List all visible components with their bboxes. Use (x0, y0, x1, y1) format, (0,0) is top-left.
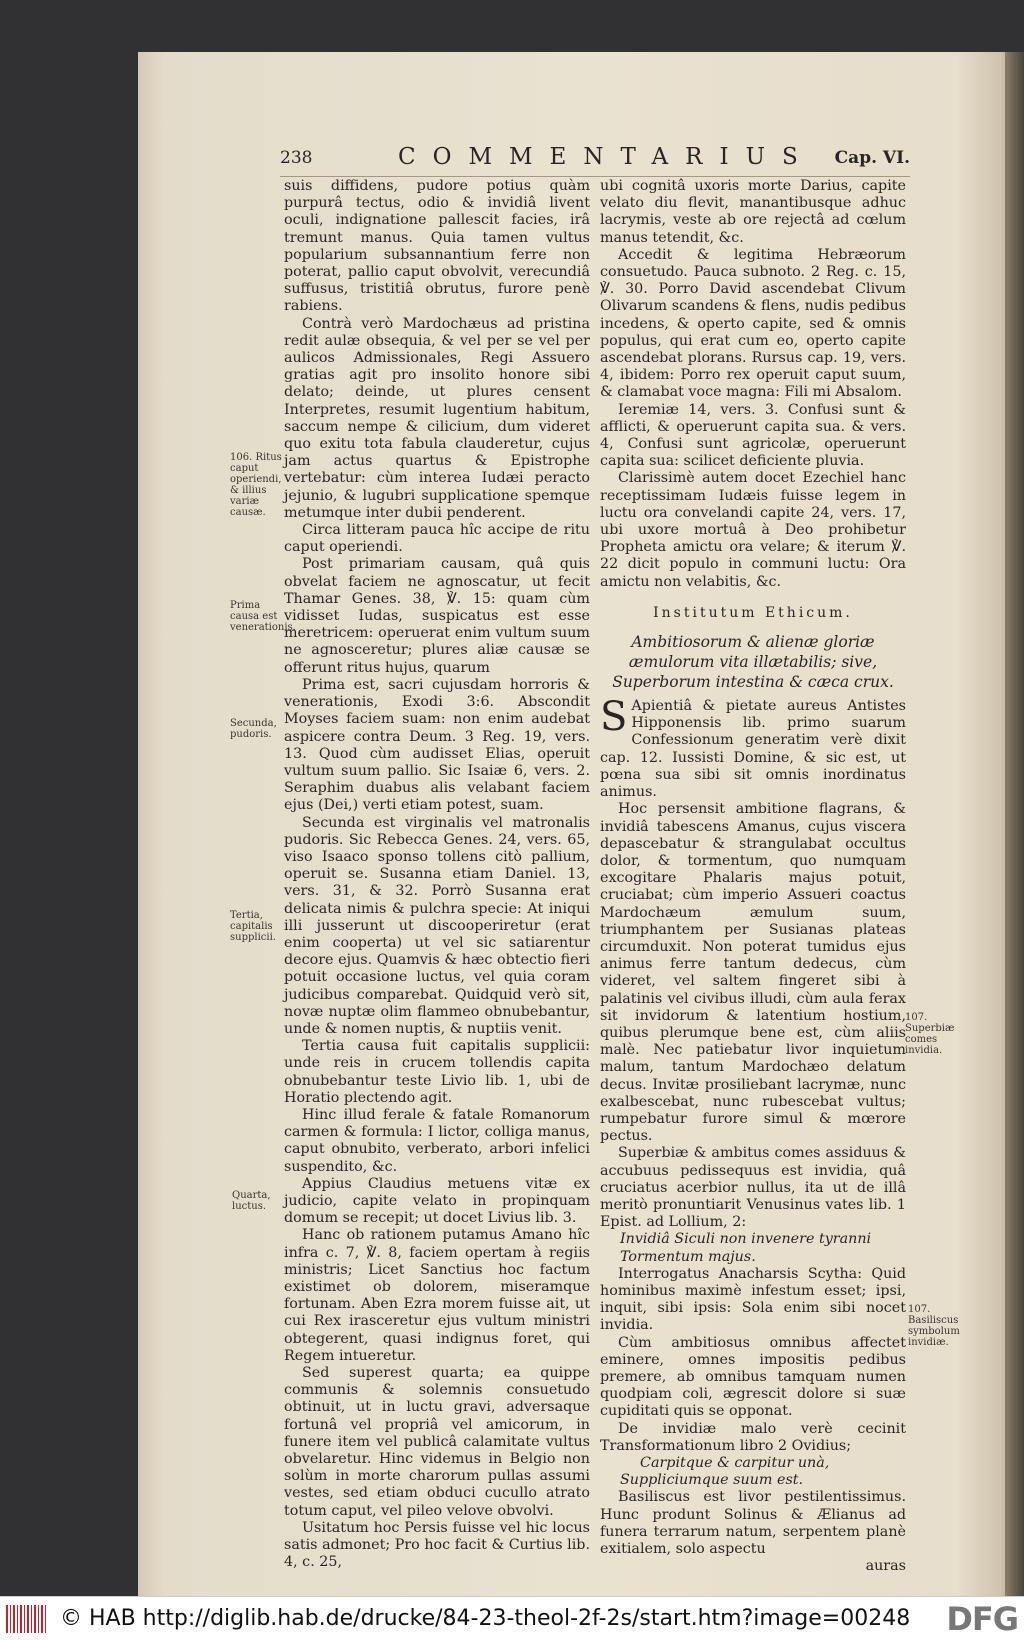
paragraph: ubi cognitâ uxoris morte Darius, capite velato diu flevit, manantibusque adhuc lacrymis, veste ab ore rejectâ ad cœlum manus tetendit, &c. (600, 178, 906, 246)
paragraph: Superbiæ & ambitus comes assiduus & accubuus pedissequus est invidia, quâ cruciatus acerbior nullus, ita ut de illâ meritò pronuntiarit Venusinus vates lib. 1 Epist. ad Lollium, 2: (600, 1145, 906, 1231)
paragraph: Hoc persensit ambitione flagrans, & invidiâ tabescens Amanus, cujus viscera depascebatur & strangulabat occultus dolor, & tormentum, quo numquam excogitare Phalaris majus potuit, cruciabat; cùm imperio Assueri coactus Mardochæum æmulum suum, triumphantem per Susianas plateas circumduxit. Non poterat tumidus ejus animus ferre tantum dedecus, cùm videret, vel saltem fingeret sibi à palatinis vel civibus illudi, cùm aula ferax sit invidorum & latentium hostium, quibus plerumque bene est, cùm aliis malè. Nec patiebatur livor inquietum malum, tantum Mardochæo delatum decus. Invitæ prosiliebant lacrymæ, nunc exalbescebat, nunc rubescebat vultus; rumpebatur furore simul & mœrore pectus. (600, 801, 906, 1145)
verse-line: Suppliciumque suum est. (620, 1472, 804, 1489)
footer-bar (0, 1596, 1024, 1640)
catchword: auras (865, 1558, 906, 1575)
source-link[interactable]: © HAB http://diglib.hab.de/drucke/84-23-theol-2f-2s/start.htm?image=00248 (60, 1606, 911, 1631)
dfg-logo: DFG (946, 1600, 1018, 1638)
section-title: Institutum Ethicum. (653, 604, 853, 621)
marginal-note: Prima causa est venerationis. (230, 600, 296, 633)
paragraph: Sed superest quarta; ea quippe communis & solemnis consuetudo obtinuit, ut in luctu gravi, adversaque fortunâ vel propriâ vel amicorum, in funere item vel publicâ calamitate vultus obvelaretur. Hinc videmus in Belgio non solùm in morte charorum pullas assumi vestes, sed etiam obduci cucullo atrato totum caput, vel pileo velove obvolvi. (284, 1365, 590, 1519)
running-title: COMMENTARIUS (398, 144, 815, 170)
paragraph: Accedit & legitima Hebræorum consuetudo. Pauca subnoto. 2 Reg. c. 15, ℣. 30. Porro David ascendebat Clivum Olivarum scandens & flens, nudis pedibus incedens, & operto capite, sed & omnis populus, qui erat cum eo, operto capite ascendebat plorans. Rursus cap. 19, vers. 4, ibidem: Porro rex operuit caput suum, & clamabat voce magna: Fili mi Absalom. (600, 246, 906, 401)
section-heading: Ambitiosorum & alienæ gloriæ æmulorum vita illætabilis; sive, Superborum intestina & cæca crux. (612, 633, 894, 692)
marginal-note: 107. Superbiæ comes invidia. (905, 1012, 955, 1056)
marginal-note: Tertia, capitalis supplicii. (230, 910, 276, 943)
paragraph: Basiliscus est livor pestilentissimus. Hunc produnt Solinus & Ælianus ad funera terrarum natum, serpentem planè exitialem, solo aspectu (600, 1489, 906, 1558)
paragraph: Contrà verò Mardochæus ad pristina redit aulæ obsequia, & vel per se vel per aulicos Admissionales, Regi Assuero gratias agit pro insolito honore sibi delato; deinde, ut plures censent Interpretes, resumit lugentium habitum, saccum nempe & cilicium, dum videret quo exitu tota fabula clauderetur, cujus jam actus quartus & Epistrophe vertebatur: cùm interea Iudæi peracto jejunio, & lugubri supplicatione spemque metumque inter dubii penderent. (284, 315, 590, 521)
paragraph: Interrogatus Anacharsis Scytha: Quid hominibus maximè infestum esset; ipsi, inquit, sibi ipsis: Sola enim sibi nocet invidia. (600, 1265, 906, 1334)
paragraph: De invidiæ malo verè cecinit Transformationum libro 2 Ovidius; (600, 1420, 906, 1454)
marginal-note: Quarta, luctus. (232, 1190, 271, 1212)
paragraph: Hanc ob rationem putamus Amano hîc infra c. 7, ℣. 8, faciem opertam à regiis ministris; Licet Sanctius hoc factum existimet ob dolorem, miseramque fortunam. Aben Ezra morem fuisse ait, ut cui Rex irasceretur ejus vultum ministri obtegerent, quasi indignus foret, qui Regem intueretur. (284, 1227, 590, 1364)
paragraph: Secunda est virginalis vel matronalis pudoris. Sic Rebecca Genes. 24, vers. 65, viso Isaaco sponso tollens citò pallium, operuit se. Susanna etiam Daniel. 13, vers. 31, & 32. Porrò Susanna erat delicata nimis & pulchra specie: At iniqui illi jusserunt ut discooperiretur (erat enim cooperta) ut vel sic satiarentur decore ejus. Quamvis & hæc obtectio fieri potuit occasione luctus, vel quia coram judicibus comparebat. Quidquid verò sit, novæ nuptæ olim flammeo obnubebantur, unde & nomen nuptis, & nuptiis venit. (284, 814, 590, 1037)
verse-line: Invidiâ Siculi non invenere tyranni (620, 1231, 872, 1248)
header-rule (280, 176, 910, 177)
verse-line: Tormentum majus. (620, 1248, 756, 1265)
running-head (280, 144, 910, 174)
paragraph: Appius Claudius metuens vitæ ex judicio, capite velato in propinquam domum se recepit; ut docet Livius lib. 3. (284, 1175, 590, 1227)
paragraph: Cùm ambitiosus omnibus affectet eminere, omnes impositis pedibus premere, ab omnibus tamquam numen quodpiam coli, ægrescit dolore si suæ cupiditati quis se opponat. (600, 1334, 906, 1420)
paragraph: Usitatum hoc Persis fuisse vel hic locus satis admonet; Pro hoc facit & Curtius lib. 4, c. 25, (284, 1519, 590, 1571)
drop-cap: S (600, 694, 628, 741)
paragraph-text: Apientiâ & pietate aureus Antistes Hipponensis lib. primo suarum Confessionum generatim verè dixit cap. 12. Iussisti Domine, & sic est, ut pœna sua sibi sit omnis inordinatus animus. (600, 698, 906, 801)
marginal-note: 106. Ritus caput operiendi, & illius variæ causæ. (230, 452, 282, 518)
paragraph: suis diffidens, pudore potius quàm purpurâ tectus, odio & invidiâ livent oculi, indignatione pallescit facies, irâ tremunt manus. Quia tamen vultus popularium subsannantium ferre non poterat, pallio caput obvolvit, verecundiâ suffusus, tristitiâ obrutus, furore penè rabiens. (284, 178, 590, 315)
page-edge (1005, 52, 1024, 1596)
paragraph: Hinc illud ferale & fatale Romanorum carmen & formula: I lictor, colliga manus, caput obnubito, verberato, arbori infelici suspendito, &c. (284, 1106, 590, 1175)
verse-line: Carpitque & carpitur unà, (640, 1455, 830, 1472)
paragraph: Ieremiæ 14, vers. 3. Confusi sunt & afflicti, & operuerunt capita sua. & vers. 4, Confusi sunt agricolæ, operuerunt capita sua: scilicet deficiente pluvia. (600, 401, 906, 470)
page-number: 238 (280, 148, 313, 168)
paragraph: Clarissimè autem docet Ezechiel hanc receptissimam Iudæis fuisse legem in luctu ora convelandi capite 24, vers. 17, ubi uxore mortuâ à Deo prohibetur Propheta amictu ora velare; & iterum ℣. 22 dicit populo in communi luctu: Ora amictu non velabitis, &c. (600, 470, 906, 590)
right-column (600, 178, 906, 1575)
left-column (284, 178, 590, 1571)
paragraph-dropcap (600, 694, 906, 801)
paragraph: Tertia causa fuit capitalis supplicii: unde reis in crucem tollendis capita obnubebantur teste Livio lib. 1, ubi de Horatio plectendo agit. (284, 1038, 590, 1106)
marginal-note: Secunda, pudoris. (230, 718, 277, 740)
chapter-label: Cap. VI. (834, 148, 910, 168)
marginal-note: 107. Basiliscus symbolum invidiæ. (908, 1304, 960, 1348)
paragraph: Post primariam causam, quâ quis obvelat faciem ne agnoscatur, ut fecit Thamar Genes. 38, ℣. 15: quam cùm vidisset Iudas, suspicatus est esse meretricem: operuerat enim vultum suum ne agnosceretur; plures aliæ causæ se offerunt ritus hujus, quarum (284, 556, 590, 676)
hab-logo-icon (6, 1605, 48, 1633)
paragraph: Circa litteram pauca hîc accipe de ritu caput operiendi. (284, 522, 590, 556)
paragraph: Prima est, sacri cujusdam horroris & venerationis, Exodi 3:6. Abscondit Moyses faciem suam: non enim audebat aspicere contra Deum. 3 Reg. 19, vers. 13. Quod cùm audisset Elias, operuit vultum suum pallio. Sic Isaiæ 6, vers. 2. Seraphim duabus alis velabant faciem ejus (Dei,) verti etiam potest, suam. (284, 676, 590, 814)
